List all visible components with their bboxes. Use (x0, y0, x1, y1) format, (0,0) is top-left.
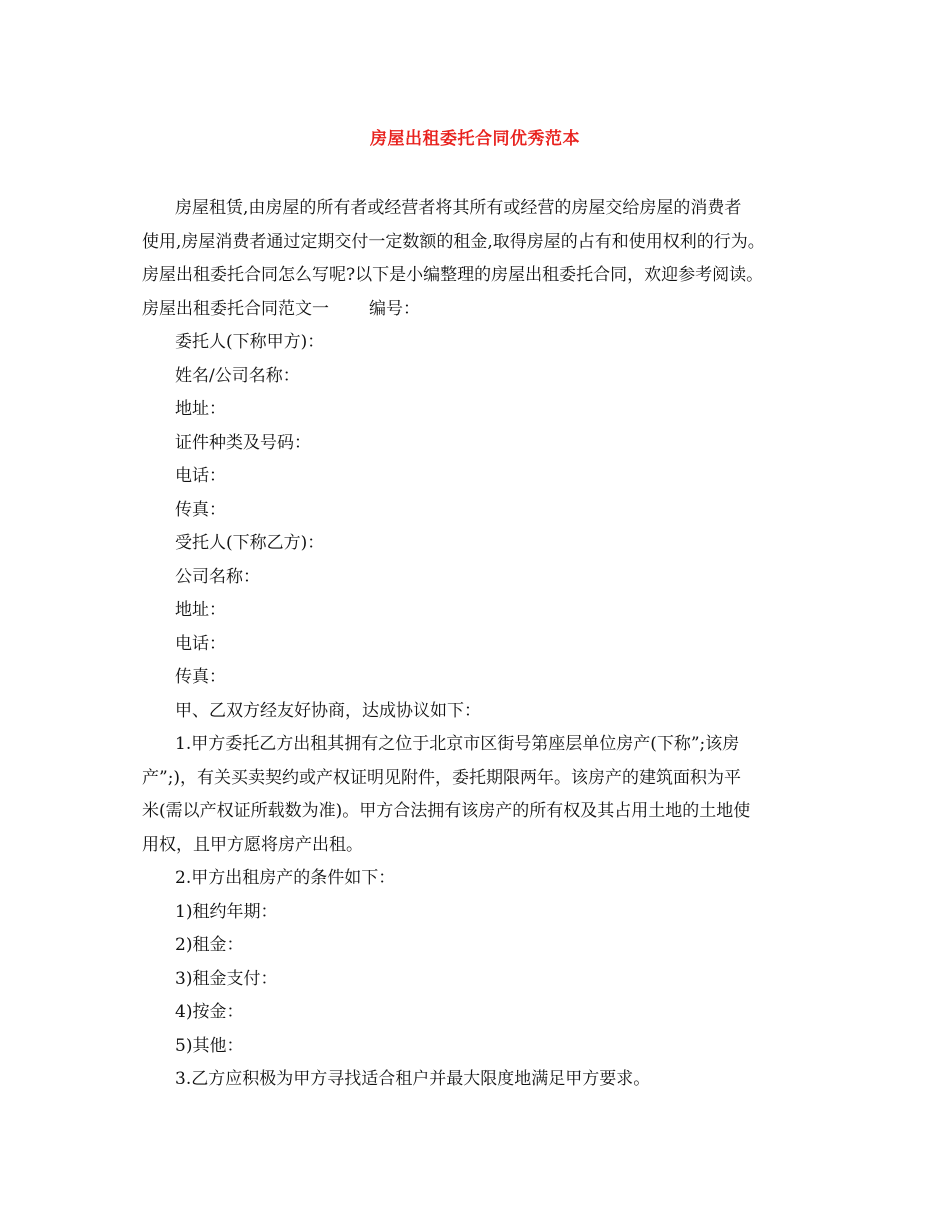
document-title: 房屋出租委托合同优秀范本 (370, 129, 580, 149)
client-id-field: 证件种类及号码： (175, 432, 311, 453)
sample-heading-line (142, 293, 814, 327)
client-address-field: 地址： (175, 399, 226, 419)
clause-2-item-5: 5)其他： (175, 1035, 244, 1056)
clause-1-line-2: 产”;)，有关买卖契约或产权证明见附件，委托期限两年。该房产的建筑面积为平 (142, 767, 742, 788)
clause-2-item-3: 3)租金支付： (175, 968, 278, 989)
clause-1-line-3: 米(需以产权证所载数为准)。甲方合法拥有该房产的所有权及其占用土地的土地使 (142, 801, 751, 821)
client-name-field: 姓名/公司名称： (175, 365, 300, 386)
clause-2-item-1: 1)租约年期： (175, 901, 278, 922)
document-body (142, 192, 814, 1097)
clause-2-item-2: 2)租金： (175, 935, 244, 955)
clause-3: 3.乙方应积极为甲方寻找适合租户并最大限度地满足甲方要求。 (175, 1069, 651, 1089)
agent-address-field: 地址： (175, 600, 226, 620)
agent-phone-field: 电话： (175, 633, 226, 654)
client-header: 委托人(下称甲方)： (175, 332, 325, 352)
clause-1-line-1: 1.甲方委托乙方出租其拥有之位于北京市区街号第座层单位房产(下称”;该房 (175, 734, 740, 754)
clause-2-item-4: 4)按金： (175, 1002, 244, 1022)
agent-header: 受托人(下称乙方)： (175, 533, 325, 553)
agent-fax-field: 传真： (175, 667, 226, 687)
sample-heading: 房屋出租委托合同范文一 (142, 298, 329, 319)
clause-1-line-4: 用权，且甲方愿将房产出租。 (142, 834, 363, 855)
intro-line-1: 房屋租赁,由房屋的所有者或经营者将其所有或经营的房屋交给房屋的消费者 (175, 198, 742, 218)
agent-company-field: 公司名称： (175, 566, 260, 587)
client-phone-field: 电话： (175, 466, 226, 486)
client-fax-field: 传真： (175, 499, 226, 520)
agreement-intro: 甲、乙双方经友好协商，达成协议如下： (175, 700, 481, 721)
intro-line-2: 使用,房屋消费者通过定期交付一定数额的租金,取得房屋的占有和使用权利的行为。 (142, 231, 765, 252)
clause-2: 2.甲方出租房产的条件如下： (175, 868, 396, 888)
intro-line-3: 房屋出租委托合同怎么写呢?以下是小编整理的房屋出租委托合同，欢迎参考阅读。 (142, 265, 764, 285)
number-label: 编号： (369, 298, 420, 319)
